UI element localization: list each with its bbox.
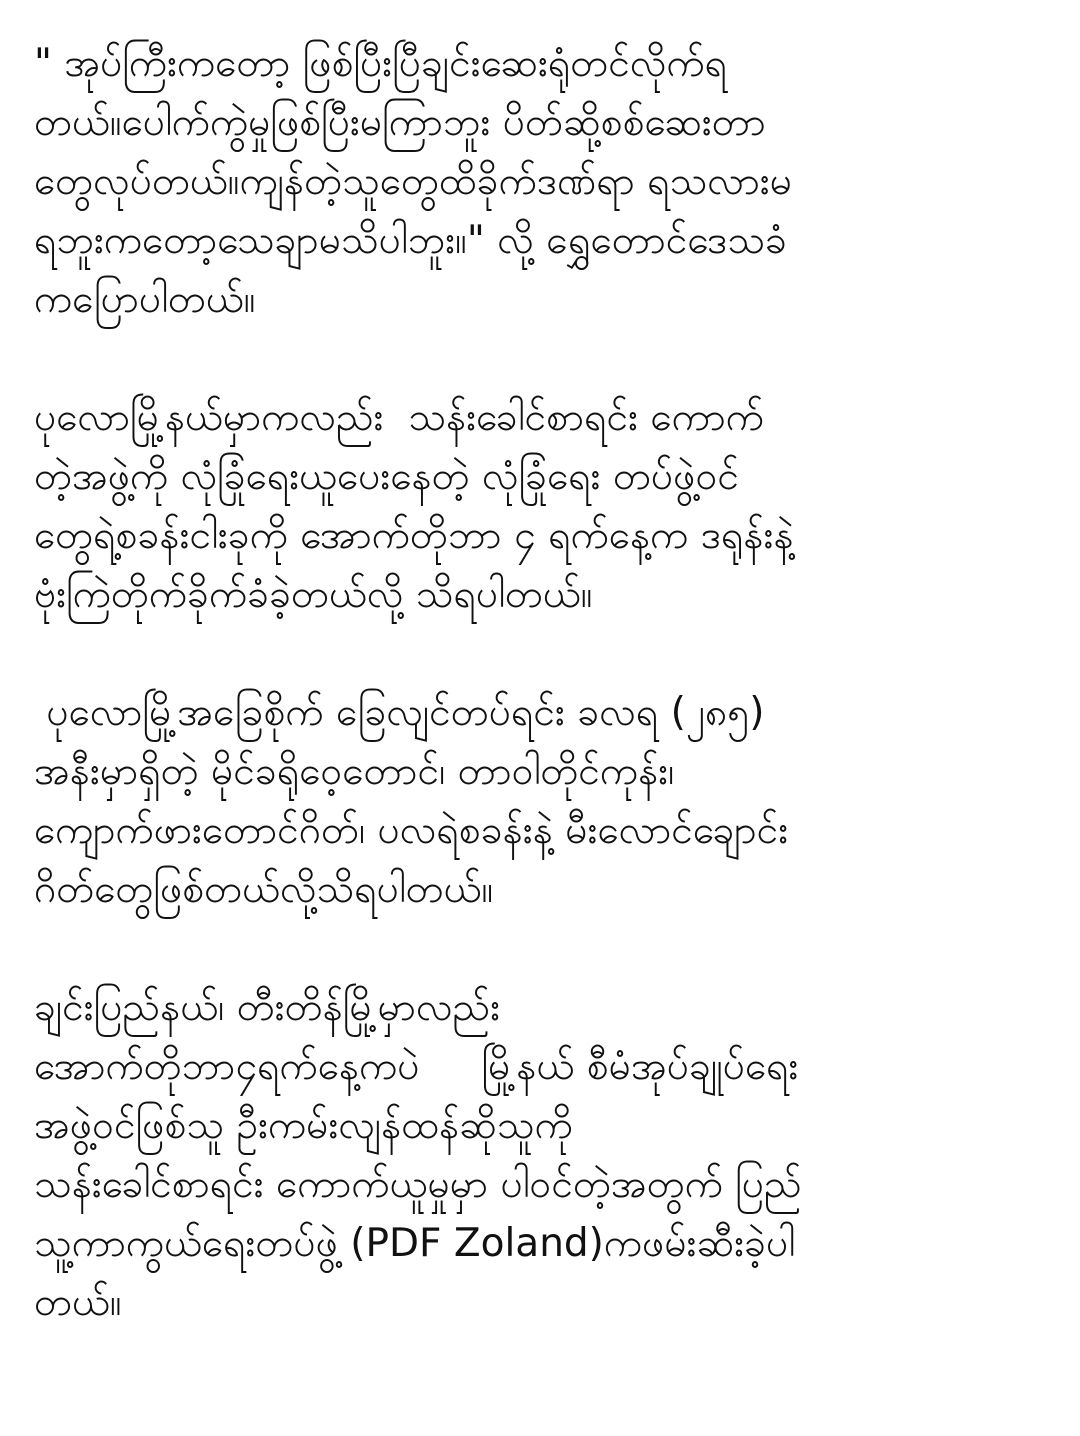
text-line: ပုလောမြို့အခြေစိုက် ခြေလျင်တပ်ရင်း ခလရ (၂၈၅) [34,690,765,735]
article-body [34,34,1050,1332]
text-line: တဲ့အဖွဲ့ကို လုံခြုံရေးယူပေးနေတဲ့ လုံခြုံရေး တပ်ဖွဲ့ဝင် [34,454,739,499]
paragraph-3 [34,683,1050,919]
text-line: ကျောက်ဖားတောင်ဂိတ်၊ ပလရဲစခန်းနဲ့ မီးလောင်ချောင်း [34,808,789,853]
paragraph-2 [34,388,1050,624]
text-line: သူ့ကာကွယ်ရေးတပ်ဖွဲ့ (PDF Zoland)ကဖမ်းဆီးခဲ့ပါ [34,1221,796,1266]
text-line: ကပြောပါတယ်။ [34,277,256,322]
text-line: ဂိတ်တွေဖြစ်တယ်လို့သိရပါတယ်။ [34,867,494,912]
text-line: ပုလောမြို့နယ်မှာကလည်း သန်းခေါင်စာရင်း ကောက် [34,395,764,440]
text-line: တွေလုပ်တယ်။ကျန်တဲ့သူတွေထိခိုက်ဒဏ်ရာ ရသလားမ [34,159,793,204]
text-line: အဖွဲ့ဝင်ဖြစ်သူ ဦးကမ်းလျန်ထန်ဆိုသူကို [34,1103,573,1148]
paragraph-4 [34,978,1050,1332]
text-line: တယ်။ [34,1280,122,1325]
text-line: " အုပ်ကြီးကတော့ ဖြစ်ပြီးပြီချင်းဆေးရုံတင်လိုက်ရ [34,41,728,86]
text-line: ရဘူးကတော့သေချာမသိပါဘူး။" လို့ ရွှေတောင်ဒေသခံ [34,218,787,263]
text-line: ဗုံးကြဲတိုက်ခိုက်ခံခဲ့တယ်လို့ သိရပါတယ်။ [34,572,593,617]
paragraph-1 [34,34,1050,329]
text-line: အနီးမှာရှိတဲ့ မိုင်ခရိုဝေ့တောင်၊ တာဝါတိုင်ကုန်း၊ [34,749,675,794]
text-line: သန်းခေါင်စာရင်း ကောက်ယူမှုမှာ ပါဝင်တဲ့အတွက် ပြည် [34,1162,802,1207]
text-line: ချင်းပြည်နယ်၊ တီးတိန်မြို့မှာလည်း [34,985,501,1030]
text-line: အောက်တိုဘာ၄ရက်နေ့ကပဲ မြို့နယ် စီမံအုပ်ချုပ်ရေး [34,1044,799,1089]
text-line: တွေရဲ့စခန်းငါးခုကို အောက်တိုဘာ ၄ ရက်နေ့က ဒရုန်းနဲ့ [34,513,794,558]
text-line: တယ်။ပေါက်ကွဲမှုဖြစ်ပြီးမကြာဘူး ပိတ်ဆို့စစ်ဆေးတာ [34,100,766,145]
